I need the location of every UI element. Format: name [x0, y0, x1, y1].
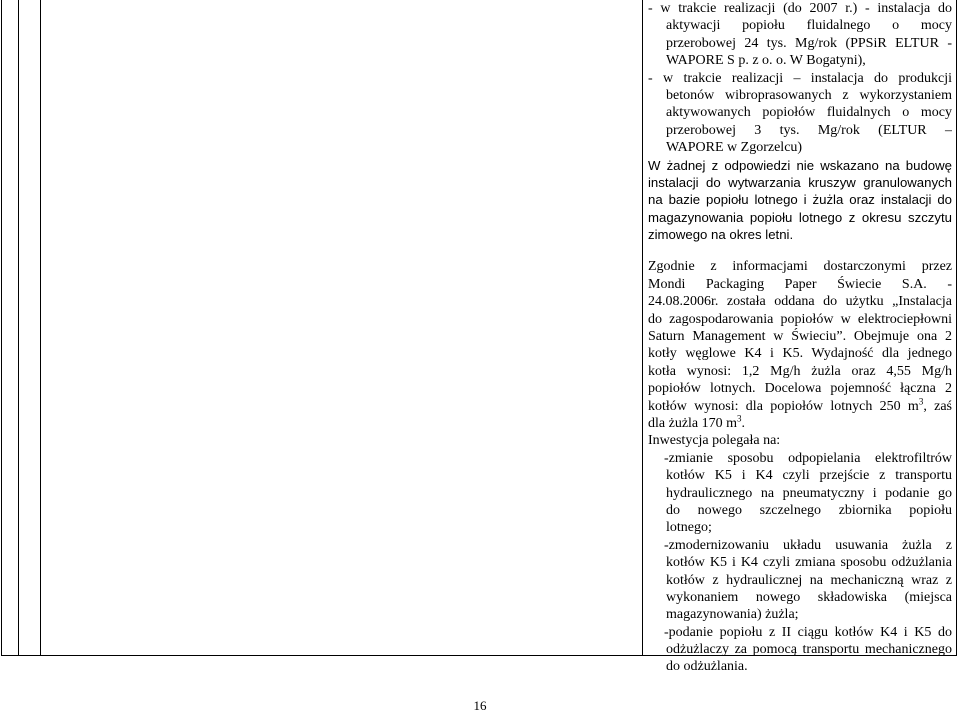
text-line: dla żużla 170 $m^3$. — [648, 413, 746, 431]
text-line: magazynowania popiołu lotnego z okresu szczytu — [648, 209, 952, 225]
text-line: lotnego; — [666, 520, 712, 536]
text-line: przerobowej 3 tys. Mg/rok (ELTUR – — [666, 122, 952, 138]
text-line: W żadnej z odpowiedzi nie wskazano na budowę — [648, 157, 952, 173]
text-line: na bazie popiołu lotnego i żużla oraz instalacji do — [648, 192, 952, 208]
text-line: -podanie popiołu z II ciągu kotłów K4 i K5 do — [664, 624, 952, 640]
text-line: Zgodnie z informacjami dostarczonymi przez — [648, 259, 952, 275]
text-line: do zagospodarowania popiołów w elektrociepłowni — [648, 311, 952, 327]
text-line: kotły węglowe K4 i K5. Wydajność dla jednego — [648, 346, 952, 362]
text-line: instalacji do wytwarzania kruszyw granulowanych — [648, 174, 952, 190]
text-line: odżużlaczy za pomocą transportu mechanicznego — [666, 642, 952, 658]
text-line: kotłów wynosi: dla popiołów lotnych 250 $m^3$, zaś — [648, 397, 952, 414]
text-line: przerobowej 24 tys. Mg/rok (PPSiR ELTUR - — [666, 35, 952, 51]
text-line: do nowego szczelnego zbiornika popiołu — [666, 502, 952, 518]
text-line: WAPORE S p. z o. o. W Bogatyni), — [666, 53, 866, 69]
text-line: hydraulicznego na pneumatyczny i podanie go — [666, 485, 952, 501]
text-line: Saturn Management w Świeciu”. Obejmuje ona 2 — [648, 329, 952, 345]
text-line: aktywowanych popiołów fluidalnych o mocy — [666, 105, 952, 121]
text-line: kotłów K5 i K4 czyli zmiana sposobu odżużlania — [666, 555, 952, 571]
text-line: WAPORE w Zgorzelcu) — [666, 140, 803, 156]
text-line: kotłów z hydraulicznej na mechaniczną wraz z — [666, 572, 952, 588]
text-line: - w trakcie realizacji – instalacja do produkcji — [648, 70, 952, 86]
text-block-investment — [648, 432, 952, 675]
text-line: wykonaniem nowego składowiska (miejsca — [666, 589, 952, 605]
text-line: do odżużlania. — [666, 659, 748, 675]
text-line: -zmianie sposobu odpopielania elektrofiltrów — [664, 450, 952, 466]
page-number: 16 — [473, 698, 487, 713]
text-block-mondi — [648, 258, 952, 397]
column-divider — [18, 0, 19, 656]
text-block-installations — [648, 0, 952, 243]
text-line: aktywacji popiołu fluidalnego o mocy — [666, 18, 952, 34]
text-line: Inwestycja polegała na: — [648, 433, 781, 449]
text-line: Mondi Packaging Paper Świecie S.A. - — [648, 276, 952, 292]
column-divider — [642, 0, 643, 656]
text-line: -zmodernizowaniu układu usuwania żużla z — [664, 537, 952, 553]
text-line: kotła wynosi: 1,2 Mg/h żużla oraz 4,55 Mg/h — [648, 363, 952, 379]
text-line: kotłów K5 i K4 czyli przejście z transportu — [666, 468, 952, 484]
text-line: 24.08.2006r. została oddana do użytku „Instalacja — [648, 294, 952, 310]
text-line: betonów wibroprasowanych z wykorzystaniem — [666, 87, 952, 103]
text-line: popiołów lotnych. Docelowa pojemność łączna 2 — [648, 381, 952, 397]
column-divider — [40, 0, 41, 656]
table-cell-text — [648, 0, 952, 676]
text-line: zimowego na okres letni. — [648, 227, 794, 243]
text-line: - w trakcie realizacji (do 2007 r.) - instalacja do — [648, 1, 952, 16]
text-line: magazynowania) żużla; — [666, 607, 799, 623]
